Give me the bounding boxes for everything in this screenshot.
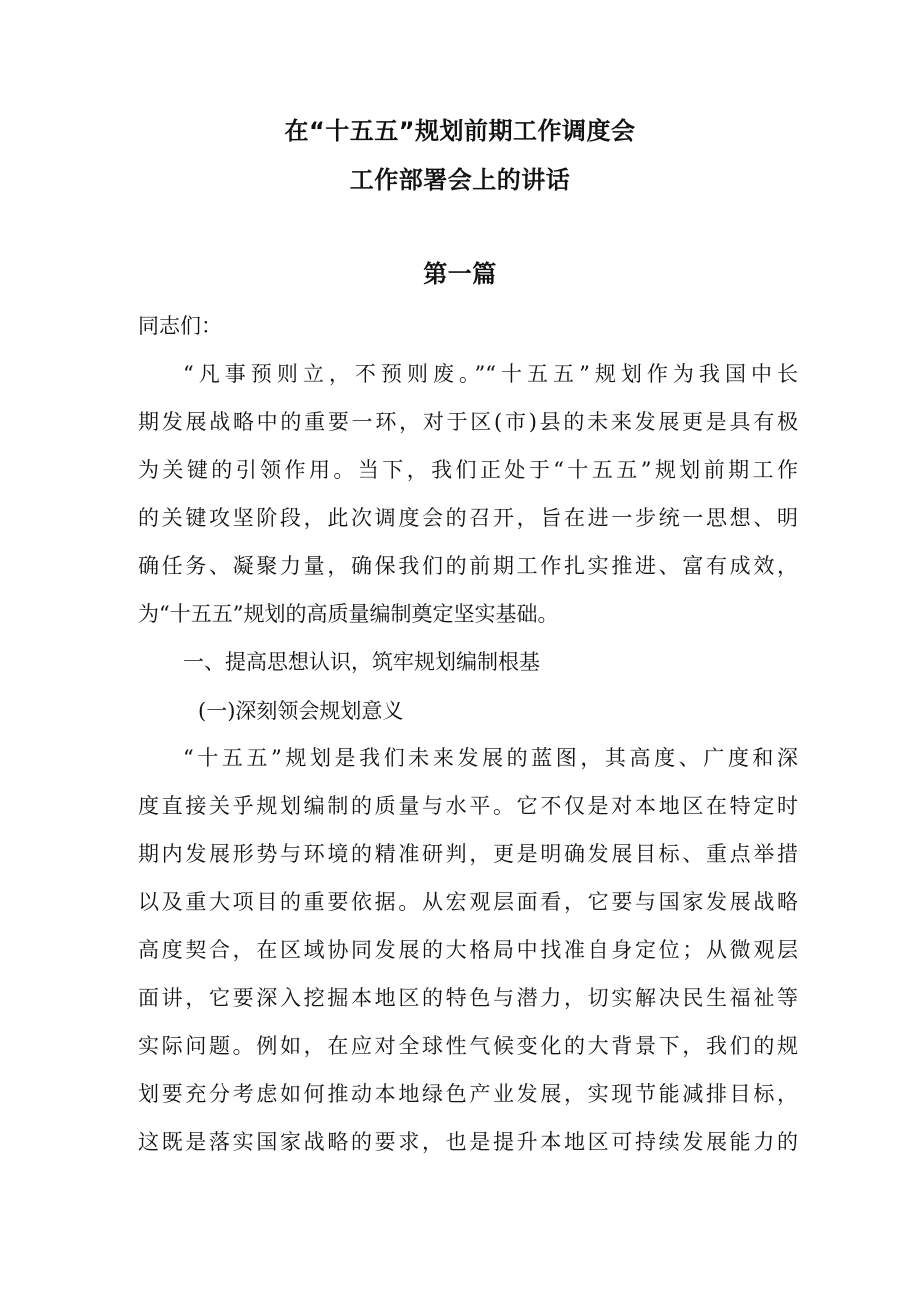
paragraph-line: 这既是落实国家战略的要求，也是提升本地区可持续发展能力的 bbox=[138, 1130, 798, 1154]
chapter-heading: 第一篇 bbox=[423, 260, 497, 288]
salutation: 同志们： bbox=[138, 314, 222, 338]
paragraph-line: 实际问题。例如，在应对全球性气候变化的大背景下，我们的规 bbox=[138, 1034, 798, 1058]
paragraph-line: 确任务、凝聚力量，确保我们的前期工作扎实推进、富有成效， bbox=[138, 554, 798, 578]
document-title-line-2: 工作部署会上的讲话 bbox=[349, 166, 571, 194]
subsection-heading: (一)深刻领会规划意义 bbox=[198, 699, 404, 723]
paragraph-line: 的关键攻坚阶段，此次调度会的召开，旨在进一步统一思想、明 bbox=[138, 506, 798, 530]
paragraph-line: 高度契合，在区域协同发展的大格局中找准自身定位；从微观层 bbox=[138, 938, 798, 962]
paragraph-line: 期发展战略中的重要一环，对于区(市)县的未来发展更是具有极 bbox=[138, 410, 798, 434]
paragraph-line: “十五五”规划是我们未来发展的蓝图，其高度、广度和深 bbox=[183, 746, 798, 770]
section-heading: 一、提高思想认识，筑牢规划编制根基 bbox=[183, 650, 540, 674]
paragraph-line: “凡事预则立，不预则废。”“十五五”规划作为我国中长 bbox=[183, 362, 798, 386]
paragraph-line: 为关键的引领作用。当下，我们正处于“十五五”规划前期工作 bbox=[138, 458, 798, 482]
paragraph-line: 期内发展形势与环境的精准研判，更是明确发展目标、重点举措 bbox=[138, 842, 798, 866]
paragraph-line: 度直接关乎规划编制的质量与水平。它不仅是对本地区在特定时 bbox=[138, 794, 798, 818]
document-title-line-1: 在“十五五”规划前期工作调度会 bbox=[284, 117, 636, 145]
paragraph-line: 划要充分考虑如何推动本地绿色产业发展，实现节能减排目标， bbox=[138, 1082, 798, 1106]
paragraph-line: 为“十五五”规划的高质量编制奠定坚实基础。 bbox=[138, 602, 559, 626]
paragraph-line: 以及重大项目的重要依据。从宏观层面看，它要与国家发展战略 bbox=[138, 890, 798, 914]
paragraph-line: 面讲，它要深入挖掘本地区的特色与潜力，切实解决民生福祉等 bbox=[138, 986, 798, 1010]
